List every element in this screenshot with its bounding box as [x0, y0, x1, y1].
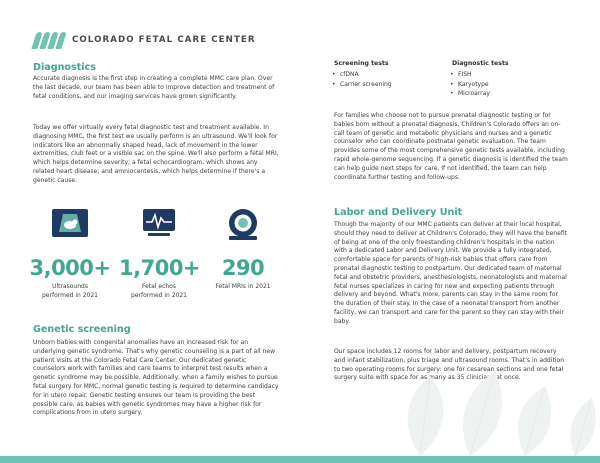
stat-value: 3,000+ — [29, 256, 111, 280]
diagnostic-tests — [452, 60, 509, 99]
list-item: • Microarray — [452, 89, 509, 99]
list-item: • FISH — [452, 70, 509, 80]
labor-delivery-paragraph-2: Our space includes 12 rooms for labor and delivery, postpartum recovery and infant stabilization, plus triage and ultrasound rooms. That's in addition to two operating rooms for surgery: one for cesarean sections and one fetal surgery suite with space for as many as 35 clinicians at once. — [334, 348, 565, 382]
stat-label-line1: Ultrasounds — [52, 283, 88, 290]
stat-label-line1: Fetal MRIs in 2021 — [215, 283, 271, 290]
screening-tests — [334, 60, 392, 89]
stat-label-line1: Fetal echos — [141, 283, 176, 290]
diagnostics-paragraph-2: Today we offer virtually every fetal diagnostic test and treatment available. In diagnosing MMC, the first test we usually perform is an ultrasound. We'll look for indicators like an abnormally shaped head, lack of movement in the lower extremities, club feet or a visible sac on the spine. We'll also perform a fetal MRI, which helps determine severity; a fetal echocardiogram, which shows any related heart disease; and amniocentesis, which helps determine if there's a genetic cause. — [33, 124, 279, 184]
genetic-screening-paragraph: Unborn babies with congenital anomalies have an increased risk for an underlying genetic syndrome. That's why genetic counseling is a part of all new patient visits at the Colorado Fetal Care Center. Our dedicated genetic counselors work with families and care teams to interpret test results when a genetic syndrome may be possible. Additionally, when a family wishes to pursue fetal surgery for MMC, normal genetic testing is required to determine candidacy for in utero repair. Genetic testing ensures our team is providing the best possible care, as babies with genetic syndromes may have a higher risk for complications from in utero surgery. — [33, 339, 279, 417]
labor-delivery-heading: Labor and Delivery Unit — [334, 207, 463, 218]
org-name: COLORADO FETAL CARE CENTER — [72, 35, 256, 45]
stat-ultrasounds — [29, 208, 111, 300]
mri-scanner-icon — [226, 208, 260, 242]
stat-mris — [205, 208, 281, 292]
postnatal-genetics-paragraph: For families who choose not to pursue prenatal diagnostic testing or for babies born without a prenatal diagnosis, Children's Colorado offers an on-call team of genetic and metabolic physicians and nurses and a genetic counselor who can coordinate postnatal genetic evaluation. The team provides some of the most comprehensive genetic tests available, including rapid whole-genome sequencing. If a genetic diagnosis is identified the team can help guide next steps for care. If not identified, the team can help coordinate further testing and follow-ups. — [334, 112, 568, 181]
stat-label-line2: performed in 2021 — [41, 291, 98, 299]
stat-value: 1,700+ — [119, 256, 201, 280]
page-header — [34, 30, 256, 50]
ultrasound-icon — [51, 208, 89, 238]
list-item: • cfDNA — [334, 70, 392, 80]
diagnostics-paragraph-1: Accurate diagnosis is the first step in creating a complete MMC care plan. Over the last decade, our team has been able to improve detection and treatment of fetal conditions, and our imaging services have grown significantly. — [33, 75, 275, 100]
leaf-decoration-icon — [360, 366, 600, 456]
echo-monitor-icon — [142, 208, 176, 238]
list-item: • Karyotype — [452, 80, 509, 90]
labor-delivery-paragraph-1: Though the majority of our MMC patients can deliver at their local hospital, should they need to deliver at Children's Colorado, they will have the benefit of being at one of the only freestanding children's hospitals in the nation with a dedicated Labor and Delivery Unit. We provide a fully integrated, comfortable space for parents of high-risk babies that offers care from prenatal diagnostic testing to postpartum. Our dedicated team of maternal fetal and obstetric providers, anesthesiologists, neonatologists and maternal fetal nurses specializes in caring for new and expecting patients through delivery and beyond. What's more, parents can stay in the same room for the duration of their stay. In the case of a neonatal transport from another facility, we can transport and care for the parent so they can stay with their baby. — [334, 221, 568, 325]
stat-value: 290 — [221, 256, 265, 280]
bottom-accent-bar — [0, 456, 600, 463]
stats-row — [29, 208, 283, 328]
stat-label-line2: performed in 2021 — [130, 291, 187, 299]
stat-echos — [119, 208, 199, 300]
logo-icon — [34, 32, 64, 49]
diagnostics-heading: Diagnostics — [33, 62, 96, 73]
diagnostic-tests-heading: Diagnostic tests — [452, 60, 509, 67]
screening-tests-heading: Screening tests — [334, 60, 389, 67]
tests-lists — [334, 60, 568, 108]
list-item: • Carrier screening — [334, 80, 392, 90]
genetic-screening-heading: Genetic screening — [33, 324, 131, 335]
